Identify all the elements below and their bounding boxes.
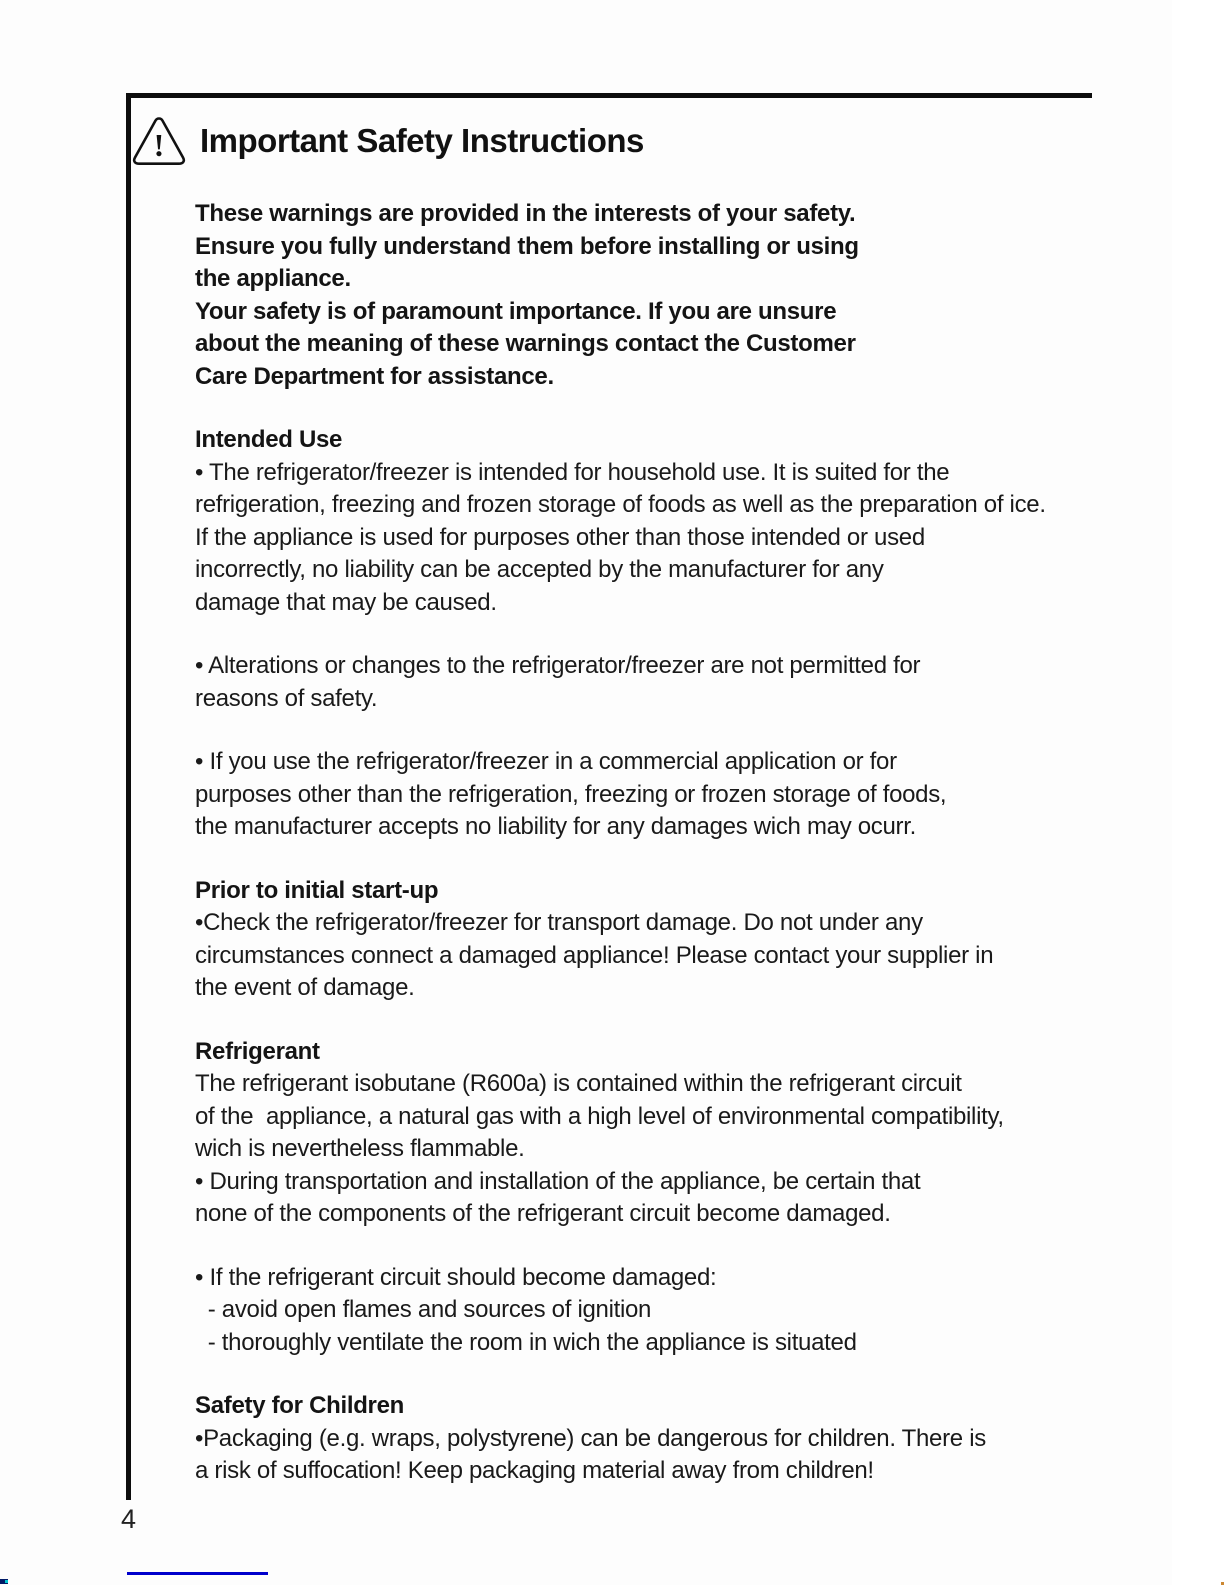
text-line: •Packaging (e.g. wraps, polystyrene) can be dangerous for children. There is (195, 1424, 986, 1452)
text-line: • Alterations or changes to the refrigerator/freezer are not permitted for (195, 652, 921, 679)
text-line: damage that may be caused. (195, 588, 497, 616)
text-line: incorrectly, no liability can be accepted by the manufacturer for any (195, 556, 884, 583)
text-line: Care Department for assistance. (195, 362, 554, 390)
scan-corner-artifact (0, 1579, 8, 1584)
text-line: wich is nevertheless flammable. (195, 1135, 525, 1162)
section-heading: Prior to initial start-up (195, 876, 439, 904)
page-number: 4 (121, 1504, 137, 1534)
page-header (131, 114, 644, 167)
text-line: - thoroughly ventilate the room in wich the appliance is situated (195, 1328, 857, 1356)
text-line: none of the components of the refrigerant circuit become damaged. (195, 1200, 891, 1227)
text-line: Ensure you fully understand them before installing or using (195, 232, 859, 260)
text-line: refrigeration, freezing and frozen storage of foods as well as the preparation of ice. (195, 491, 1046, 518)
text-line: of the appliance, a natural gas with a high level of environmental compatibility, (195, 1102, 1004, 1130)
text-line: the appliance. (195, 265, 351, 292)
text-line: the event of damage. (195, 974, 415, 1001)
paragraph (195, 1068, 1085, 1231)
section-heading: Refrigerant (195, 1037, 320, 1065)
text-line: about the meaning of these warnings contact the Customer (195, 330, 856, 357)
text-line: a risk of suffocation! Keep packaging material away from children! (195, 1457, 874, 1484)
intro-paragraph (195, 198, 1085, 393)
paragraph (195, 650, 1085, 715)
section-prior-to-initial-start-up (195, 875, 1085, 1005)
section-safety-for-children (195, 1390, 1085, 1488)
scan-edge (1172, 0, 1225, 1585)
section-intended-use (195, 424, 1085, 844)
text-line: The refrigerant isobutane (R600a) is contained within the refrigerant circuit (195, 1070, 962, 1097)
text-line: the manufacturer accepts no liability for any damages wich may ocurr. (195, 813, 916, 840)
warning-triangle-icon (131, 114, 187, 167)
page-content (195, 198, 1085, 1488)
section-refrigerant (195, 1036, 1085, 1360)
text-line: If the appliance is used for purposes other than those intended or used (195, 523, 925, 551)
text-line: • During transportation and installation of the appliance, be certain that (195, 1167, 921, 1195)
text-line: •Check the refrigerator/freezer for transport damage. Do not under any (195, 909, 923, 936)
text-line: Your safety is of paramount importance. If you are unsure (195, 297, 837, 325)
left-rule (126, 93, 131, 1500)
section-heading: Safety for Children (195, 1392, 404, 1419)
section-heading: Intended Use (195, 426, 343, 453)
top-rule (126, 93, 1092, 98)
text-line: These warnings are provided in the interests of your safety. (195, 200, 856, 227)
text-line: • The refrigerator/freezer is intended for household use. It is suited for the (195, 458, 950, 486)
text-line: • If the refrigerant circuit should become damaged: (195, 1263, 717, 1291)
paragraph (195, 457, 1085, 620)
text-line: circumstances connect a damaged appliance! Please contact your supplier in (195, 941, 994, 969)
text-line: reasons of safety. (195, 684, 378, 712)
text-line: • If you use the refrigerator/freezer in a commercial application or for (195, 748, 897, 775)
paragraph (195, 1262, 1085, 1360)
paragraph (195, 746, 1085, 844)
warning-exclamation: ! (153, 127, 165, 163)
paragraph (195, 907, 1085, 1005)
text-line: purposes other than the refrigeration, freezing or frozen storage of foods, (195, 780, 947, 808)
paragraph (195, 1423, 1085, 1488)
text-line: - avoid open flames and sources of ignition (195, 1296, 652, 1323)
page-title: Important Safety Instructions (200, 121, 644, 159)
scan-underline-mark (127, 1572, 268, 1575)
